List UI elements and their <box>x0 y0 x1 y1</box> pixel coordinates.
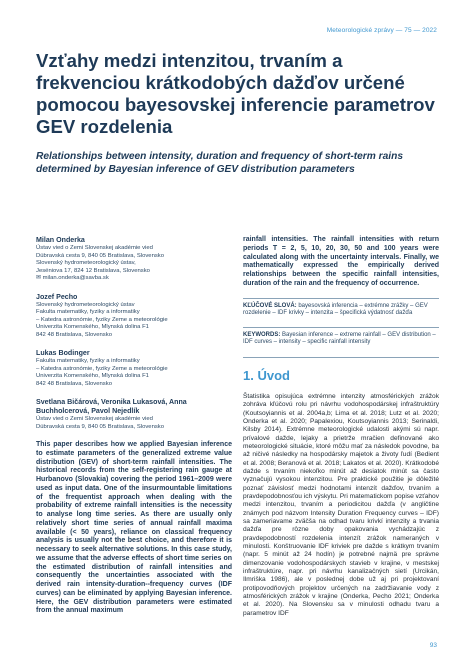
affiliation-line: – Katedra astronómie, fyziky Zeme a meteorológie <box>36 316 168 323</box>
keywords-english <box>243 332 439 347</box>
divider <box>243 298 439 299</box>
affiliation-line: Dúbravská cesta 9, 840 05 Bratislava, Slovensko <box>36 423 165 430</box>
affiliation-line: 842 48 Bratislava, Slovensko <box>36 331 112 338</box>
left-column <box>36 236 232 616</box>
keywords-slovak-label: KĽÚČOVÉ SLOVÁ: <box>243 302 297 309</box>
affiliation-line: Ústav vied o Zemi Slovenskej akadémie vied <box>36 416 153 422</box>
author-block <box>36 349 232 388</box>
page-number: 93 <box>429 642 437 649</box>
abstract-english: This paper describes how we applied Bayesian inference to estimate parameters of the generalized extreme value distribution (GEV) of short-term rainfall intensities. The historical records from the self-registering rain gauge at Hurbanovo (Slovakia) covering the period 1961–2009 were used as input data. One of the insurmountable limitations of the frequentist approach when dealing with the probability of extreme rainfall intensities is the necessity to analyse long time series. As there are usually only relatively short time series of annual rainfall maxima available (< 50 years), reliance on classical frequency analysis is usually not the best choice, and therefore it is necessary to seek alternative solutions. In this case study, we assume that the adverse effects of short time series on the estimated distribution of rainfall intensities and consequently the uncertainties associated with the derived rain intensity-duration--frequency curves (IDF curves) can be eliminated by applying Bayesian inference. Here, the GEV distribution parameters were estimated from the annual maximum <box>36 441 232 615</box>
affiliation-line: Univerzita Komenského, Mlynská dolina F1 <box>36 324 149 330</box>
author-email-link[interactable]: ✉ milan.onderka@savba.sk <box>36 275 109 281</box>
keywords-slovak-text: bayesovská inferencia – extrémne zrážky – GEV rozdelenie – IDF krivky – intenzita – špecifická výdatnosť dažďa <box>243 302 428 317</box>
keywords-english-text: Bayesian inference – extreme rainfall – GEV distribution – IDF curves – intensity – specific rainfall intensity <box>243 331 436 346</box>
affiliation-line: Fakulta matematiky, fyziky a informatiky <box>36 358 140 364</box>
running-header: Meteorologické zprávy — 75 — 2022 <box>326 27 437 34</box>
author-block <box>36 236 232 283</box>
abstract-english-continued: rainfall intensities. The rainfall intensities with return periods T = 2, 5, 10, 20, 30, 50 and 100 years were calculated along with the uncertainty intervals. Finally, we mathematically expressed the empirically derived relationships between the specific rainfall intensities, duration of the rain and the frequency of occurrence. <box>243 236 439 287</box>
section-header <box>243 357 439 383</box>
section-body-text: Štatistika opisujúca extrémne intenzity atmosférických zrážok zohráva kľúčovú rolu pri návrhu vodohospodárskej infraštruktúry (Koutsoyiannis et al. 2004a,b; Lima et al. 2018; Lutz et al. 2020; Onderka et al. 2020; Papalexiou, Koutsoyiannis 2013; Serinaldi, Kilsby 2014). Extrémne meteorologické udalosti akými sú napr. prívalové dažde, lejaky a prietrže mračien definované ako meteorologické situácie, ktoré môžu mať za následok povodne, ba až ničivé následky na hospodársky majetok a životy ľudí (Bedient et al. 2008; Beranová et al. 2018; Lakatos et al. 2020). Krátkodobé dažde s trvaním niekoľko minút až desiatok minút sa často vyznačujú vysokou intenzitou. Pre praktické použitie je dôležité poznať závislosť medzi hodnotami intenzít dažďov, trvaním a pravdepodobnosťou ich výskytu. Pri matematickom popise vzťahov medzi intenzitou, trvaním a periodicitou dažďa (v angličtine známych pod názvom Intensity Duration Frequency curves – IDF) sa zameriavame zväčša na odhad tvaru krivkí intenzity a trvania dažďa pre rôzne doby opakovania vychádzajúc z pravdepodobností rozdelenia intenzít zrážok nameraných v minulosti. Konštruovanie IDF kriviek pre dažde s krátkym trvaním (napr. 5 minút až 24 hodín) je potrebné najmä pre správne dimenzovanie vodohospodárskych stavieb v krajine, v mestskej infraštruktúre, napr. pri návrhu kanalizačných sietí (Urcikán, Ilmriška 1986), ale v poslednej dobe už aj pri projektovaní protipovodňových projektov určených na zadržiavanie vody z atmosférických zrážok v krajine (Onderka, Pecho 2021; Onderka et al. 2020). Na Slovensku sa v minulosti odhadu tvaru a parametrov IDF <box>243 392 439 617</box>
affiliation-line: Jeséniova 17, 824 12 Bratislava, Slovensko <box>36 267 150 274</box>
author-names-group: Svetlana Bičárová, Veronika Lukasová, Anna Buchholcerová, Pavol Nejedlík <box>36 398 187 415</box>
affiliation-line: – Katedra astronómie, fyziky Zeme a meteorológie <box>36 365 168 372</box>
right-column <box>243 236 439 618</box>
section-title: 1. Úvod <box>243 367 290 383</box>
article-title: Vzťahy medzi intenzitou, trvaním a frekvenciou krátkodobých dažďov určené pomocou bayesovskej inferencie parametrov GEV rozdelenia <box>36 50 435 137</box>
keywords-slovak <box>243 303 439 318</box>
keywords-english-label: KEYWORDS: <box>243 331 281 338</box>
author-name: Lukas Bodinger <box>36 349 90 357</box>
affiliation-line: Slovenský hydrometeorologický ústav, <box>36 260 136 266</box>
affiliation-line: Dúbravská cesta 9, 840 05 Bratislava, Slovensko <box>36 252 165 259</box>
author-name: Jozef Pecho <box>36 292 78 301</box>
affiliation-line: Ústav vied o Zemi Slovenskej akadémie vied <box>36 245 153 251</box>
affiliation-line: Fakulta matematiky, fyziky a informatiky <box>36 309 140 315</box>
author-name: Milan Onderka <box>36 236 85 244</box>
affiliation-line: Slovenský hydrometeorologický ústav <box>36 301 135 308</box>
article-subtitle-english: Relationships between intensity, duration and frequency of short-term rains determined by Bayesian inference of GEV distribution parameters <box>36 151 403 175</box>
affiliation-line: Univerzita Komenského, Mlynská dolina F1 <box>36 373 149 379</box>
divider <box>243 327 439 328</box>
author-block <box>36 293 232 340</box>
affiliation-line: 842 48 Bratislava, Slovensko <box>36 380 112 387</box>
author-block <box>36 398 232 431</box>
